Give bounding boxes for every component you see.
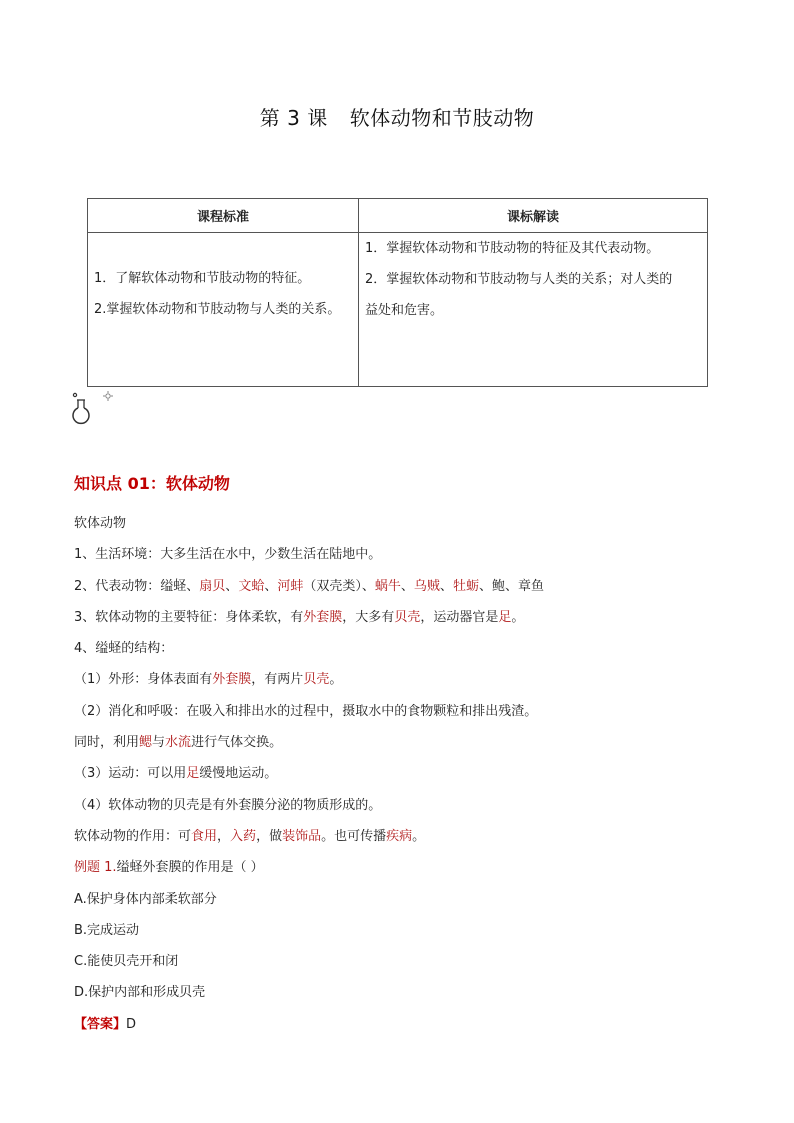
content-body [74,508,734,1040]
text-line: 软体动物 [74,516,127,531]
option-b: B.完成运动 [74,922,140,938]
answer-line: 【答案】D [74,1016,137,1032]
table-header-row [88,199,708,233]
example-question: 例题 1.缢蛏外套膜的作用是（ ） [74,860,264,876]
flask-icon [70,392,92,426]
list-item: 2．掌握软体动物和节肢动物与人类的关系；对人类的 [365,272,673,287]
table-row [88,233,708,387]
text-line: 同时，利用鳃与水流进行气体交换。 [74,735,283,751]
sparkle-icon [103,391,113,401]
text-line: 2、代表动物：缢蛏、扇贝、文蛤、河蚌（双壳类）、蜗牛、乌贼、牡蛎、鲍、章鱼 [74,578,544,594]
standards-table [87,198,708,387]
curriculum-standard-cell [88,233,359,387]
section-title: 知识点 01：软体动物 [74,474,230,493]
list-item: 益处和危害。 [365,303,444,318]
lesson-name: 软体动物和节肢动物 [349,106,535,130]
text-line: 4、缢蛏的结构： [74,641,174,657]
option-c: C.能使贝壳开和闭 [74,954,179,970]
text-line: （1）外形：身体表面有外套膜，有两片贝壳。 [74,672,343,688]
text-line: （3）运动：可以用足缓慢地运动。 [74,766,278,782]
interpretation-cell [359,233,708,387]
list-item: 1．了解软体动物和节肢动物的特征。 [94,271,311,286]
header-curriculum-standard: 课程标准 [88,199,359,233]
text-line: 软体动物的作用：可食用，入药，做装饰品。也可传播疾病。 [74,828,426,844]
header-standard-interpretation: 课标解读 [359,199,708,233]
text-line: 1、生活环境：大多生活在水中，少数生活在陆地中。 [74,547,382,563]
text-line: （4）软体动物的贝壳是有外套膜分泌的物质形成的。 [74,797,382,813]
page-title [0,102,794,131]
lesson-number: 第 3 课 [259,106,328,130]
option-a: A.保护身体内部柔软部分 [74,891,217,907]
option-d: D.保护内部和形成贝壳 [74,985,206,1001]
text-line: （2）消化和呼吸：在吸入和排出水的过程中，摄取水中的食物颗粒和排出残渣。 [74,703,538,719]
text-line: 3、软体动物的主要特征：身体柔软，有外套膜，大多有贝壳，运动器官是足。 [74,609,525,625]
list-item: 2.掌握软体动物和节肢动物与人类的关系。 [94,302,341,317]
list-item: 1．掌握软体动物和节肢动物的特征及其代表动物。 [365,241,660,256]
